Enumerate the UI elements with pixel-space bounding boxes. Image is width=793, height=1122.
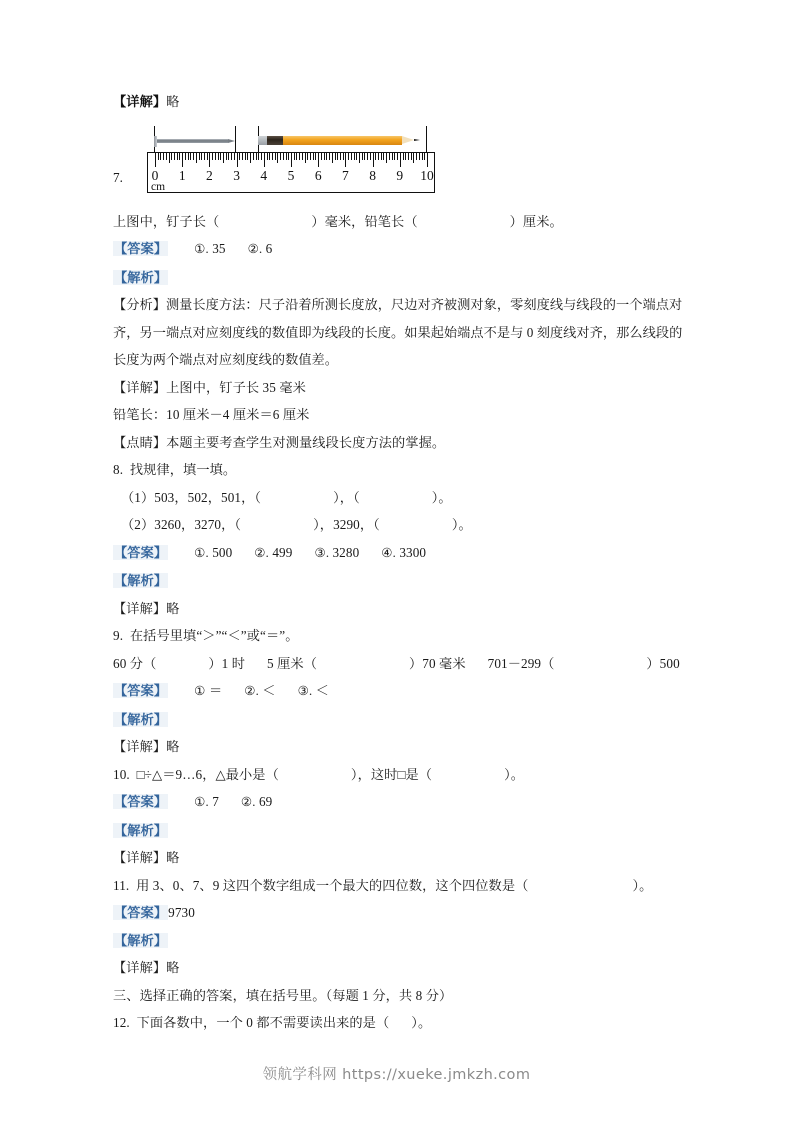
ruler-tick-minor (288, 153, 289, 160)
ruler-tick-minor (403, 153, 404, 160)
ruler-tick-minor (354, 153, 355, 160)
problem7-detail-line-2: 铅笔长：10 厘米－4 厘米＝6 厘米 (113, 407, 310, 422)
problem11-number: 11. (113, 877, 130, 893)
q12-a: 下面各数中，一个 0 都不需要读出来的是（ (136, 1015, 390, 1030)
ruler-tick-major (427, 153, 428, 167)
expr-right: ）500 (646, 655, 680, 671)
answer-value: ＜ (315, 683, 329, 698)
ruler-tick-minor (296, 153, 297, 160)
problem7-figure (113, 120, 683, 206)
answer-value: 35 (212, 241, 226, 256)
ruler-tick-minor (277, 153, 278, 163)
ruler-tick-major (345, 153, 346, 167)
nail-object (154, 136, 235, 147)
ruler (147, 152, 435, 193)
ruler-tick-label: 10 (420, 167, 434, 183)
answer-value: 7 (212, 794, 219, 809)
problem10-question (113, 761, 683, 789)
ruler-tick-minor (321, 153, 322, 160)
ruler-tick-minor (207, 153, 208, 160)
problem9-title-text: 在括号里填“＞”“＜”或“＝”。 (129, 628, 299, 643)
answer-tag: 【答案】 (114, 241, 168, 256)
pencil-wood-tip (402, 136, 414, 144)
problem9-title (113, 622, 683, 650)
problem9-number: 9. (113, 628, 124, 643)
ruler-tick-major (237, 153, 238, 167)
ruler-tick-minor (226, 153, 227, 160)
q7-tail: ）厘米。 (509, 213, 563, 229)
ruler-tick-label: 8 (369, 167, 376, 183)
problem7-detail-line-1: 【详解】上图中，钉子长 35 毫米 (113, 379, 306, 395)
ruler-tick-label: 3 (233, 167, 240, 183)
ruler-tick-minor (348, 153, 349, 160)
sub-text-b: ），（ (333, 489, 360, 505)
footer-url: https://xueke.jmkzh.com (342, 1067, 531, 1083)
ruler-tick-minor (310, 153, 311, 160)
ruler-tick-minor (313, 153, 314, 160)
answer-item (244, 677, 275, 706)
problem7-analysis-paragraph: 【分析】测量长度方法：尺子沿着所测长度放，尺边对齐被测对象，零刻度线与线段的一个端点对齐，另一端点对应刻度线的数值即为线段的长度。如果起始端点不是与 0 刻度线对齐，那么线段的长度为两个端点对应刻度线的数值差。 (113, 297, 683, 367)
ruler-tick-major (400, 153, 401, 167)
ruler-tick-minor (256, 153, 257, 160)
ruler-tick-minor (381, 153, 382, 160)
ruler-tick-minor (392, 153, 393, 160)
ruler-tick-minor (307, 153, 308, 160)
ruler-tick-minor (386, 153, 387, 163)
answer-index: ④. (381, 545, 396, 560)
answer-index: ③. (314, 545, 330, 560)
q7-lead: 上图中，钉子长（ (113, 213, 220, 229)
ruler-tick-label: 9 (396, 167, 404, 183)
ruler-tick-minor (201, 153, 202, 160)
answer-value: 6 (265, 241, 273, 256)
ruler-tick-minor (362, 153, 363, 160)
detail-text: 略 (166, 94, 180, 109)
answer-index: ①. (194, 545, 209, 560)
ruler-tick-major (209, 153, 210, 167)
ruler-tick-minor (190, 153, 191, 160)
expr-left: 701－299（ (487, 655, 555, 671)
analysis-tag: 【解析】 (114, 711, 168, 727)
ruler-tick-minor (351, 153, 352, 160)
ruler-tick-minor (359, 153, 360, 163)
ruler-tick-minor (228, 153, 229, 160)
ruler-tick-minor (158, 153, 159, 160)
ruler-tick-minor (422, 153, 423, 160)
q11-b: ）。 (632, 877, 653, 893)
answer-index: ②. (247, 242, 263, 256)
problem7-analysis-row (113, 264, 683, 292)
answer-item (194, 677, 222, 706)
ruler-tick-minor (258, 153, 259, 160)
answer-item (381, 539, 426, 568)
pencil-body (283, 136, 402, 145)
ruler-tick-minor (261, 153, 262, 160)
ruler-tick-minor (193, 153, 194, 160)
ruler-tick-minor (275, 153, 276, 160)
answer-tag: 【答案】 (114, 905, 168, 920)
answer-item (248, 235, 273, 264)
ruler-tick-minor (332, 153, 333, 163)
answer-value: 69 (258, 794, 273, 809)
ruler-tick-minor (185, 153, 186, 160)
expr-left: 5 厘米（ (267, 655, 317, 671)
pencil-lead (414, 139, 420, 141)
ruler-tick-minor (343, 153, 344, 160)
ruler-tick-minor (239, 153, 240, 160)
sub-label: （2） (121, 517, 155, 532)
problem7-number: 7. (113, 169, 123, 185)
ruler-ticks (148, 153, 435, 169)
ruler-tick-minor (375, 153, 376, 160)
ruler-tick-minor (212, 153, 213, 160)
ruler-tick-minor (405, 153, 406, 160)
ruler-tick-minor (335, 153, 336, 160)
answer-item (194, 539, 232, 568)
ruler-stage (147, 120, 435, 206)
ruler-tick-minor (169, 153, 170, 163)
ruler-tick-major (291, 153, 292, 167)
ruler-tick-minor (302, 153, 303, 160)
ruler-tick-major (155, 153, 156, 167)
problem10-detail-line: 【详解】略 (113, 850, 180, 865)
ruler-tick-minor (364, 153, 365, 160)
q11-a: 用 3、0、7、9 这四个数字组成一个最大的四位数，这个四位数是（ (136, 877, 529, 893)
ruler-tick-minor (245, 153, 246, 160)
ruler-tick-label: 2 (206, 167, 213, 183)
problem7-keypoint-line: 【点睛】本题主要考查学生对测量线段长度方法的掌握。 (113, 434, 446, 450)
q10-a: □÷△＝9…6，△最小是（ (136, 766, 279, 782)
problem10-analysis-row (113, 817, 683, 845)
ruler-tick-minor (215, 153, 216, 160)
answer-value: 500 (212, 544, 233, 560)
ruler-tick-minor (326, 153, 327, 160)
ruler-tick-minor (196, 153, 197, 163)
ruler-tick-minor (329, 153, 330, 160)
analysis-tag: 【解析】 (114, 269, 168, 285)
answer-item (241, 788, 272, 817)
answer-index: ②. (240, 795, 256, 809)
sub-text-c: ）。 (451, 517, 472, 532)
ruler-tick-minor (234, 153, 235, 160)
problem10-number: 10. (113, 766, 130, 782)
ruler-tick-minor (272, 153, 273, 160)
expr-right: ）1 时 (208, 655, 246, 671)
ruler-unit-label: cm (151, 180, 166, 193)
ruler-tick-minor (174, 153, 175, 160)
problem10-answer-row (113, 788, 683, 817)
ruler-tick-minor (378, 153, 379, 160)
q10-c: ）。 (504, 766, 525, 782)
analysis-tag: 【解析】 (114, 822, 168, 838)
ruler-tick-minor (160, 153, 161, 160)
q10-b: ），这时□是（ (350, 766, 433, 782)
problem11-detail-line: 【详解】略 (113, 960, 180, 975)
nail-tip (228, 139, 235, 143)
answer-index: ②. (254, 545, 269, 560)
ruler-tick-minor (242, 153, 243, 160)
ruler-tick-minor (383, 153, 384, 160)
q7-mid: ）毫米，铅笔长（ (311, 213, 418, 229)
problem11-question (113, 872, 683, 900)
answer-value: 9730 (168, 905, 195, 920)
problem7-answer-row (113, 235, 683, 264)
problem12-number: 12. (113, 1015, 130, 1030)
ruler-tick-minor (419, 153, 420, 160)
ruler-tick-minor (411, 153, 412, 160)
ruler-tick-minor (250, 153, 251, 163)
ruler-tick-minor (223, 153, 224, 163)
ruler-tick-minor (286, 153, 287, 160)
answer-index: ②. (244, 684, 259, 698)
answer-value: 499 (272, 544, 293, 560)
ruler-tick-minor (267, 153, 268, 160)
ruler-tick-minor (171, 153, 172, 160)
ruler-tick-major (182, 153, 183, 167)
section3-heading: 三、选择正确的答案，填在括号里。（每题 1 分，共 8 分） (113, 987, 453, 1003)
problem8-detail-line: 【详解】略 (113, 600, 180, 616)
answer-item (194, 235, 225, 264)
problem8-number: 8. (113, 462, 124, 477)
ruler-tick-minor (356, 153, 357, 160)
answer-value: 3300 (399, 544, 427, 560)
ruler-tick-minor (424, 153, 425, 160)
ruler-tick-major (318, 153, 319, 167)
answer-value: 3280 (332, 544, 360, 560)
problem8-answer-row (113, 539, 683, 568)
expr-left: 60 分（ (113, 655, 157, 671)
pencil-eraser (258, 136, 267, 145)
ruler-tick-minor (166, 153, 167, 160)
pencil-object (258, 136, 427, 145)
ruler-tick-minor (397, 153, 398, 160)
answer-index: ③. (297, 684, 313, 698)
answer-value: ＝ (208, 683, 223, 698)
answer-index: ① (194, 684, 206, 698)
ruler-tick-minor (283, 153, 284, 160)
ruler-tick-minor (204, 153, 205, 160)
ruler-tick-minor (337, 153, 338, 160)
ruler-tick-minor (294, 153, 295, 160)
ruler-tick-minor (188, 153, 189, 160)
ruler-tick-label: 1 (178, 167, 186, 183)
ruler-tick-minor (324, 153, 325, 160)
ruler-tick-label: 4 (260, 167, 268, 183)
ruler-tick-minor (231, 153, 232, 160)
sub-text-b: ），3290，（ (313, 517, 380, 532)
sub-text-c: ）。 (431, 489, 452, 505)
answer-item (298, 677, 329, 706)
problem9-expressions (113, 650, 683, 678)
ruler-tick-minor (163, 153, 164, 160)
sub-text-a: 503，502，501，（ (154, 489, 262, 505)
ruler-tick-major (373, 153, 374, 167)
analysis-tag: 【解析】 (114, 573, 168, 588)
problem11-analysis-row (113, 927, 683, 955)
ruler-tick-minor (408, 153, 409, 160)
ruler-tick-minor (416, 153, 417, 160)
ruler-tick-major (264, 153, 265, 167)
answer-tag: 【答案】 (114, 544, 168, 560)
ruler-tick-minor (340, 153, 341, 160)
analysis-tag: 【解析】 (114, 932, 168, 948)
answer-tag: 【答案】 (114, 683, 168, 698)
ruler-tick-minor (199, 153, 200, 160)
ruler-tick-label: 7 (342, 167, 349, 183)
problem11-answer-row (113, 899, 683, 927)
answer-item (194, 788, 219, 817)
ruler-tick-minor (315, 153, 316, 160)
page-footer (0, 1063, 793, 1084)
top-detail-line (113, 88, 683, 116)
ruler-tick-minor (413, 153, 414, 163)
ruler-tick-minor (247, 153, 248, 160)
ruler-tick-minor (305, 153, 306, 163)
ruler-tick-minor (269, 153, 270, 160)
answer-tag: 【答案】 (114, 794, 168, 809)
ruler-tick-minor (389, 153, 390, 160)
detail-tag: 【详解】 (113, 94, 167, 109)
ruler-tick-minor (179, 153, 180, 160)
ruler-tick-minor (253, 153, 254, 160)
problem8-sub-item (113, 484, 683, 512)
problem8-title-text: 找规律，填一填。 (129, 462, 237, 477)
ruler-tick-minor (177, 153, 178, 160)
sub-text-a: 3260，3270，（ (154, 517, 242, 532)
problem8-title (113, 456, 683, 484)
answer-item (254, 539, 292, 568)
problem9-detail-line: 【详解】略 (113, 739, 180, 754)
ruler-tick-label: 5 (287, 167, 295, 183)
answer-index: ①. (194, 795, 209, 809)
ruler-tick-minor (218, 153, 219, 160)
problem9-analysis-row (113, 706, 683, 734)
problem9-answer-row (113, 677, 683, 706)
problem8-sub-item (113, 511, 683, 539)
nail-shaft (157, 139, 228, 144)
sub-label: （1） (121, 489, 155, 505)
ruler-tick-minor (220, 153, 221, 160)
answer-index: ①. (194, 242, 209, 256)
ruler-tick-label: 0 (151, 167, 159, 183)
ruler-tick-minor (394, 153, 395, 160)
answer-value: ＜ (262, 683, 276, 698)
ruler-tick-minor (280, 153, 281, 160)
q12-b: ）。 (411, 1015, 432, 1030)
footer-site: 领航学科网 (262, 1067, 338, 1083)
ruler-tick-minor (367, 153, 368, 160)
ruler-tick-label: 6 (314, 167, 322, 183)
pencil-ferrule (267, 136, 283, 145)
ruler-tick-minor (299, 153, 300, 160)
problem12-question (113, 1009, 683, 1037)
expr-right: ）70 毫米 (408, 655, 466, 671)
ruler-tick-minor (370, 153, 371, 160)
problem8-analysis-row (113, 567, 683, 595)
answer-item (314, 539, 359, 568)
problem7-question (113, 208, 683, 236)
